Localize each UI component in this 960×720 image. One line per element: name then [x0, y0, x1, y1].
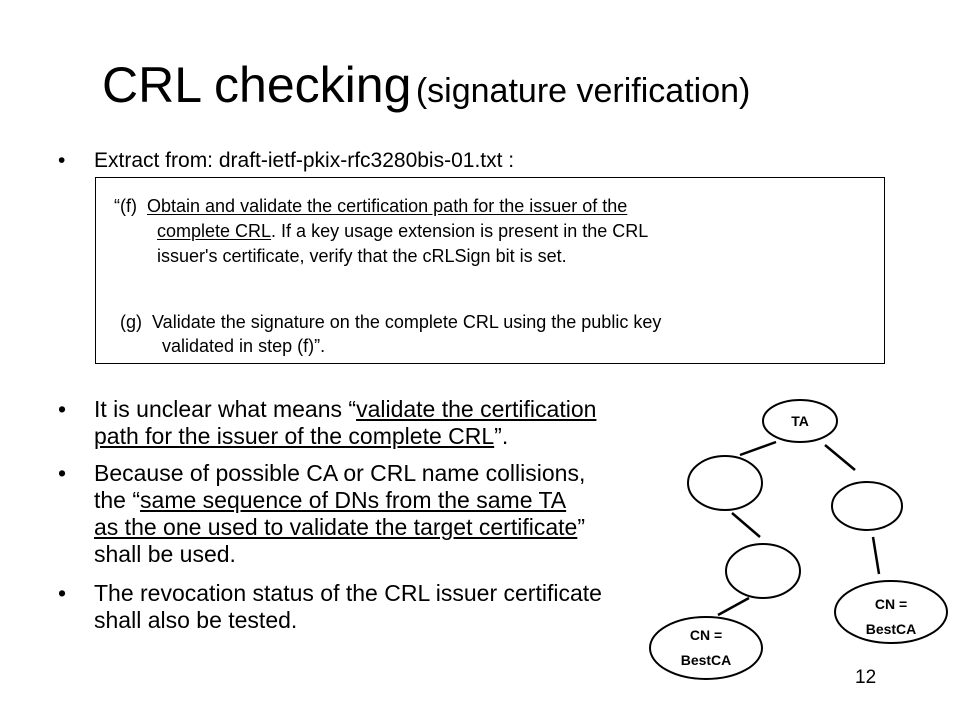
bullet-dot: •: [58, 149, 66, 172]
bullet-revocation-line2: shall also be tested.: [94, 607, 298, 633]
bullet-extract-text: Extract from: draft-ietf-pkix-rfc3280bis-01.txt :: [94, 149, 515, 172]
node-ca-level2-left: [726, 544, 800, 598]
leaf-right-label-line2: BestCA: [865, 621, 917, 637]
bullet-collisions-suffix: ”: [577, 514, 585, 540]
leaf-right-label-line1: CN =: [874, 596, 908, 612]
bullet-collisions-prefix: the “: [94, 487, 141, 513]
leaf-left-label-line1: CN =: [689, 627, 723, 643]
quote-f-underlined-1: Obtain and validate the certification path for the issuer of the: [147, 196, 628, 216]
edge-ta-left: [740, 442, 776, 455]
bullet-dot: •: [58, 580, 67, 606]
node-ta-label: TA: [791, 413, 809, 429]
quote-g-line2: validated in step (f)”.: [162, 336, 326, 356]
bullet-unclear-underlined-1: validate the certification: [356, 396, 597, 422]
quote-f-line2-rest: . If a key usage extension is present in the CRL: [271, 221, 649, 241]
bullet-dot: •: [58, 396, 67, 422]
bullet-collisions-underlined-1: same sequence of DNs from the same TA: [140, 487, 567, 513]
edge-level2-leaf: [718, 598, 749, 615]
node-ca-level1-left: [688, 456, 762, 510]
edge-left-level2: [732, 513, 760, 537]
bullet-unclear-prefix: It is unclear what means “: [94, 396, 357, 422]
node-ca-level1-right: [832, 482, 902, 530]
bullet-dot: •: [58, 460, 67, 486]
quote-f-underlined-2: complete CRL: [157, 221, 272, 241]
page-number: 12: [855, 667, 877, 688]
edge-ta-right: [825, 445, 855, 470]
quote-f-prefix: “(f): [114, 196, 137, 216]
bullet-collisions-line4: shall be used.: [94, 541, 236, 567]
bullet-unclear-underlined-2: path for the issuer of the complete CRL: [94, 423, 495, 449]
bullet-unclear-suffix: ”.: [494, 423, 509, 449]
leaf-left-label-line2: BestCA: [680, 652, 732, 668]
title-subtitle: (signature verification): [415, 72, 751, 110]
quote-g-prefix: (g): [120, 312, 142, 332]
quote-g-line1-rest: Validate the signature on the complete CRL using the public key: [152, 312, 662, 332]
bullet-collisions-line1: Because of possible CA or CRL name collisions,: [94, 460, 586, 486]
edge-right-leaf: [873, 537, 879, 574]
bullet-revocation-line1: The revocation status of the CRL issuer certificate: [94, 580, 602, 606]
bullet-collisions-underlined-2: as the one used to validate the target certificate: [94, 514, 578, 540]
title-main: CRL checking: [102, 57, 412, 113]
quote-f-line3: issuer's certificate, verify that the cRLSign bit is set.: [157, 246, 567, 266]
